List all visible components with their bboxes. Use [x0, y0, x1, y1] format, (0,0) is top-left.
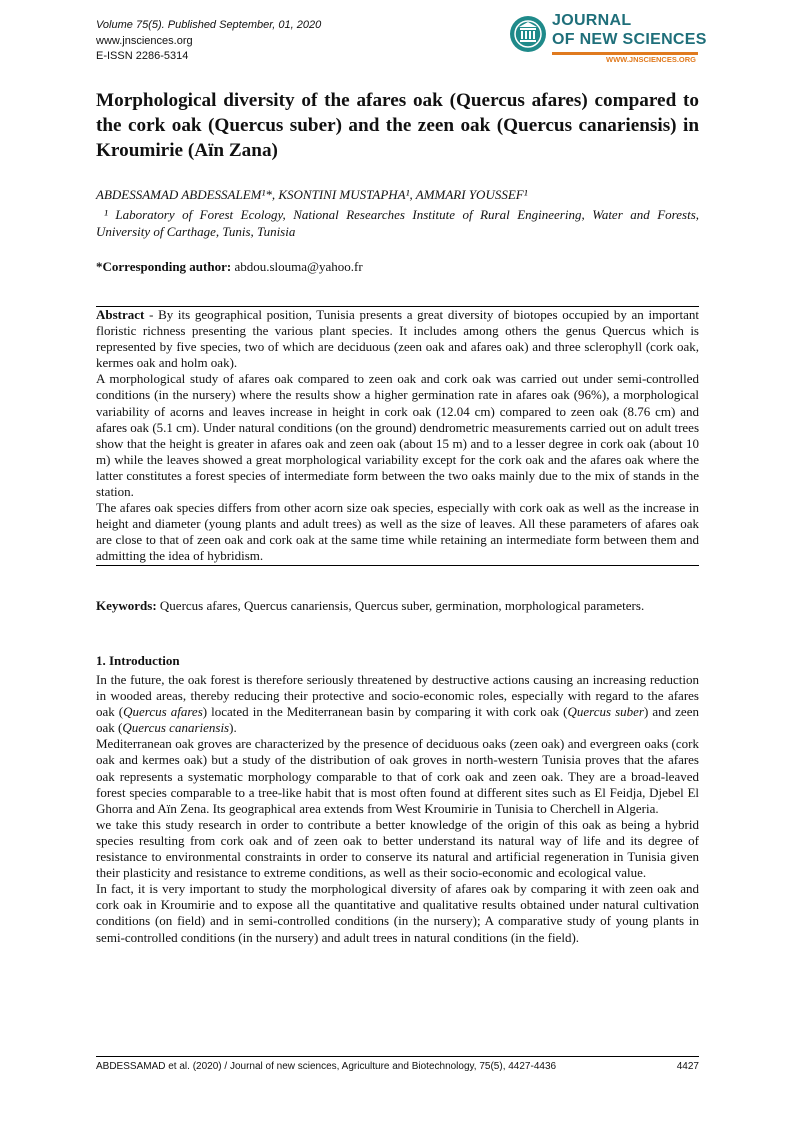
footer-divider [96, 1056, 699, 1057]
page-footer [96, 1061, 699, 1072]
intro-paragraph-1: In the future, the oak forest is therefore seriously threatened by destructive actions causing an increasing reduction in wooded areas, thereby reducing their protective and socio-economic roles, especially with regard to the afares oak (Quercus afares) located in the Mediterranean basin by comparing it with cork oak (Quercus suber) and zeen oak (Quercus canariensis). [96, 672, 699, 736]
article-title: Morphological diversity of the afares oak (Quercus afares) compared to the cork oak (Quercus suber) and the zeen oak (Quercus canariensis) in Kroumirie (Aïn Zana) [96, 90, 699, 161]
abstract-paragraph-3: The afares oak species differs from other acorn size oak species, especially with cork oak as well as the increase in height and diameter (young plants and adult trees) as well as the size of leaves. All these parameters of afares oak are close to that of zeen oak and cork oak at the same time while retaining an intermediate form between them and admitting the idea of hybridism. [96, 500, 699, 564]
page-number: 4427 [676, 1061, 699, 1072]
journal-meta [96, 18, 321, 65]
article-affiliation: ¹ Laboratory of Forest Ecology, National Researches Institute of Rural Engineering, Water and Forests, University of Carthage, Tunis, Tunisia [96, 207, 699, 239]
journal-issn: E-ISSN 2286-5314 [96, 50, 189, 62]
journal-logo [508, 12, 708, 66]
journal-emblem-icon [508, 14, 548, 54]
intro-paragraph-3: we take this study research in order to contribute a better knowledge of the origin of this oak as being a hybrid species resulting from cork oak and of zeen oak to better understand its natural way of life and its degree of resistance to environmental constraints in order to conserve its natural and artificial regeneration in Tunisia given their plasticity and resistance to extreme conditions, as well as their socio-economic and ecological value. [96, 816, 699, 881]
journal-website: www.jnsciences.org [96, 34, 193, 47]
abstract-paragraph-1: Abstract - By its geographical position, Tunisia presents a great diversity of biotopes occupied by an important floristic richness presenting the various plant species. It includes among others the genus Quercus which is represented by five species, two of which are deciduous (zeen oak and afares oak) and three sclerophyll (cork oak, kermes oak and holm oak). [96, 307, 699, 371]
footer-citation: ABDESSAMAD et al. (2020) / Journal of new sciences, Agriculture and Biotechnology, 75(5), 4427-4436 [96, 1061, 557, 1072]
logo-text-line1: JOURNAL [552, 12, 632, 29]
abstract-section [96, 306, 699, 566]
introduction-body [96, 672, 699, 946]
intro-paragraph-2: Mediterranean oak groves are characterized by the presence of deciduous oaks (zeen oak) and evergreen oaks (cork oak and kermes oak) but a study of the distribution of oak groves in north-western Tunisia proves that the afares oak represents a systematic morphology comparable to that of cork oak and zeen oak. They are a broad-leaved forest species comparable to a tree-like habit that is most often found at different sites such as El Feidja, Djebel El Ghorra and Aïn Zena. Its geographical area extends from West Kroumirie in Tunisia to Cherchell in Algeria. [96, 736, 699, 816]
volume-line: Volume 75(5). Published September, 01, 2020 [96, 19, 322, 31]
abstract-label: Abstract [96, 307, 145, 322]
keywords-label: Keywords: [96, 598, 157, 613]
corresponding-author [96, 258, 699, 275]
logo-text-line2: OF NEW SCIENCES [552, 31, 707, 48]
logo-url: WWW.JNSCIENCES.ORG [606, 55, 697, 64]
abstract-paragraph-2: A morphological study of afares oak compared to zeen oak and cork oak was carried out under semi-controlled conditions (in the nursery) where the results show a higher germination rate in afares oak (96%), a morphological variability of acorns and leaves increase in height in cork oak (12.04 cm) compared to zeen oak (8.76 cm) and afares oak (5.1 cm). Under natural conditions (on the ground) dendrometric measurements carried out on adult trees show that the height is greater in afares oak and zeen oak (about 15 m) and to a lesser degree in cork oak (about 10 m) while the leaves showed a great morphological variability except for the cork oak and the afares oak where the latter constitutes a forest species of intermediate form between the two oaks mainly due to the mix of stands in the station. [96, 371, 699, 500]
article-authors: ABDESSAMAD ABDESSALEM¹*, KSONTINI MUSTAPHA¹, AMMARI YOUSSEF¹ [96, 187, 528, 202]
corresponding-author-email: abdou.slouma@yahoo.fr [234, 259, 363, 274]
introduction-heading: 1. Introduction [96, 653, 180, 668]
keywords-text: Quercus afares, Quercus canariensis, Quercus suber, germination, morphological parameters. [156, 598, 645, 613]
corresponding-author-label: *Corresponding author: [96, 259, 232, 274]
keywords [96, 598, 699, 614]
intro-paragraph-4: In fact, it is very important to study the morphological diversity of afares oak by comparing it with zeen oak and cork oak in Kroumirie and to expose all the quantitative and qualitative results obtained under natural cultivation conditions (on field) and in semi-controlled conditions (in the nursery); A comparative study of young plants in semi-controlled conditions (in the nursery) and adult trees in natural conditions (in the field). [96, 881, 699, 945]
